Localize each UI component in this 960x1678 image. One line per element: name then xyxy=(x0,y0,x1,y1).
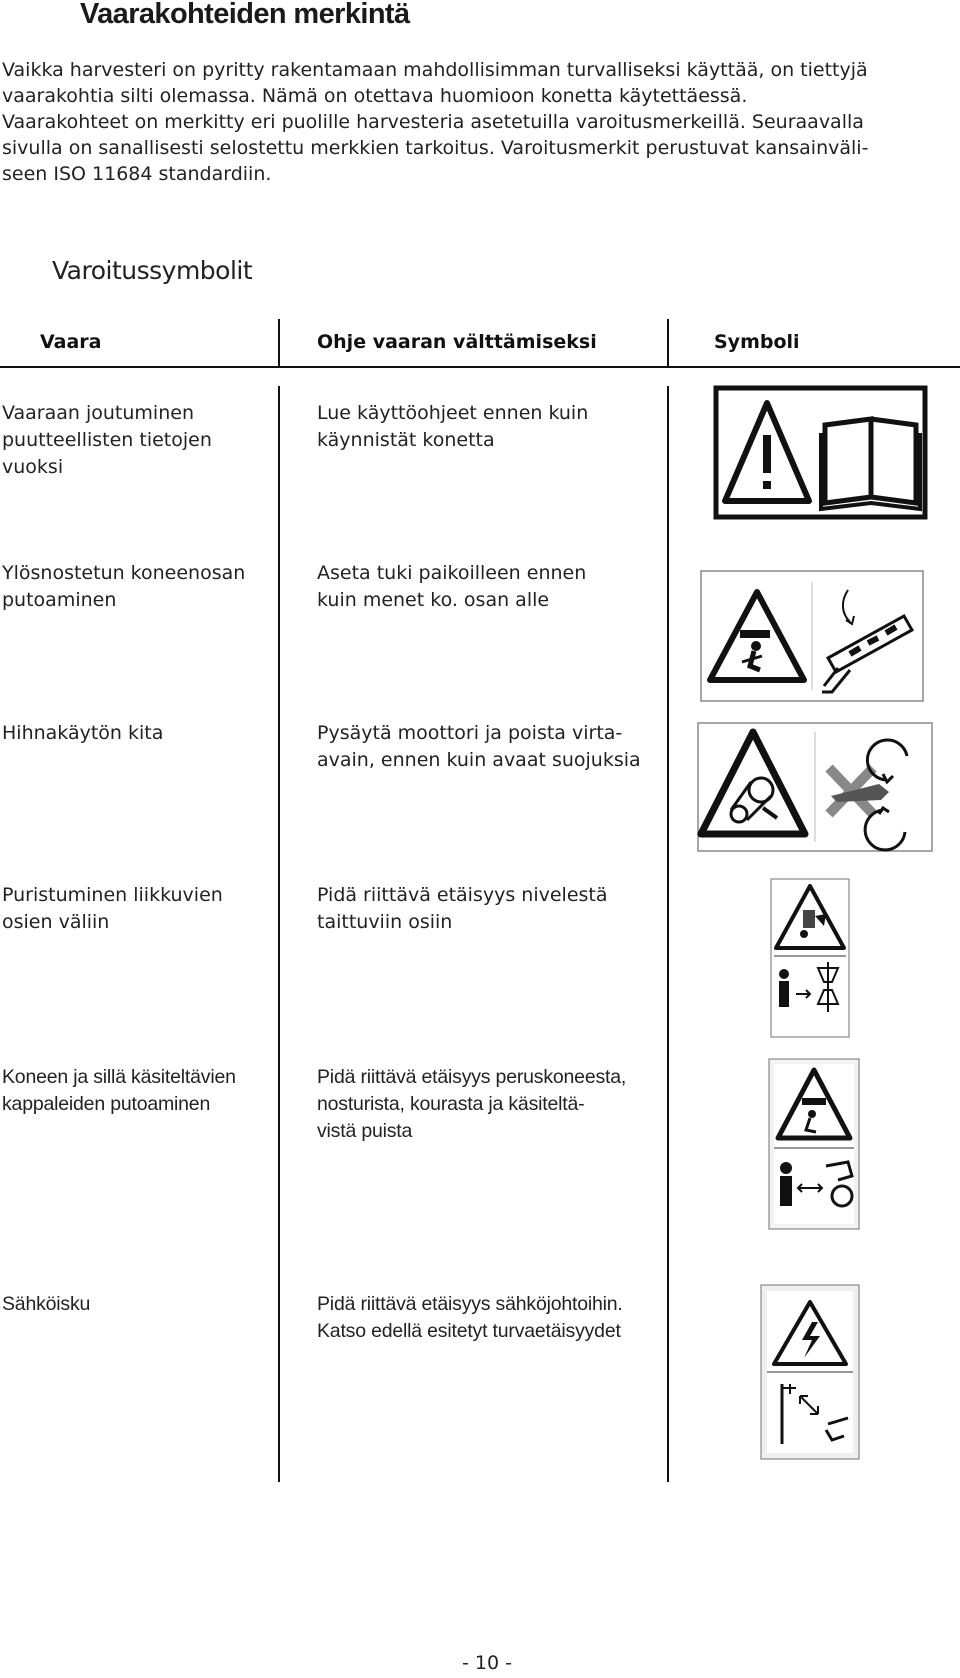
section-heading: Varoitussymbolit xyxy=(52,256,253,285)
page-number: - 10 - xyxy=(462,1652,512,1674)
falling-part-support-icon xyxy=(700,570,924,702)
instruction-cell: Pidä riittävä etäisyys sähköjohtoihin. Katso edellä esitetyt turvaetäisyydet xyxy=(317,1293,623,1342)
header-divider xyxy=(667,319,669,367)
header-divider xyxy=(278,319,280,367)
column-header-instruction: Ohje vaaran välttämiseksi xyxy=(317,331,597,353)
column-header-symbol: Symboli xyxy=(714,331,800,353)
danger-cell: Ylösnostetun koneenosan putoaminen xyxy=(2,562,246,611)
instruction-cell: Pidä riittävä etäisyys peruskoneesta, nosturista, kourasta ja käsiteltä- vistä puista xyxy=(317,1066,627,1142)
instruction-cell: Pysäytä moottori ja poista virta- avain, ennen kuin avaat suojuksia xyxy=(317,722,641,771)
falling-load-crane-icon xyxy=(768,1058,860,1230)
danger-cell: Sähköisku xyxy=(2,1293,91,1315)
belt-drive-entanglement-icon xyxy=(697,722,933,852)
electric-shock-icon xyxy=(760,1284,860,1460)
crush-hazard-joint-icon xyxy=(770,878,850,1038)
page-title: Vaarakohteiden merkintä xyxy=(80,0,410,30)
instruction-cell: Aseta tuki paikoilleen ennen kuin menet ko. osan alle xyxy=(317,562,587,611)
danger-cell: Hihnakäytön kita xyxy=(2,722,164,744)
column-header-danger: Vaara xyxy=(40,331,102,353)
danger-cell: Koneen ja sillä käsiteltävien kappaleiden putoaminen xyxy=(2,1066,236,1115)
column-divider xyxy=(278,386,280,1482)
read-manual-warning-icon xyxy=(713,385,928,520)
intro-paragraph: Vaikka harvesteri on pyritty rakentamaan mahdollisimman turvalliseksi käyttää, on tiettyjä vaarakohtia silti olemassa. Nämä on otettava huomioon konetta käytettäessä. Vaarakohteet on merkitty eri puolille harvesteria asetetuilla varoitusmerkeillä. Seuraavalla sivulla on sanallisesti selostettu merkkien tarkoitus. Varoitusmerkit perustuvat kansainväli- seen ISO 11684 standardiin. xyxy=(2,59,869,185)
instruction-cell: Pidä riittävä etäisyys nivelestä taittuviin osiin xyxy=(317,884,608,933)
instruction-cell: Lue käyttöohjeet ennen kuin käynnistät konetta xyxy=(317,402,589,451)
header-rule xyxy=(0,366,960,368)
danger-cell: Vaaraan joutuminen puutteellisten tietojen vuoksi xyxy=(2,402,212,478)
column-divider xyxy=(667,386,669,1482)
danger-cell: Puristuminen liikkuvien osien väliin xyxy=(2,884,223,933)
